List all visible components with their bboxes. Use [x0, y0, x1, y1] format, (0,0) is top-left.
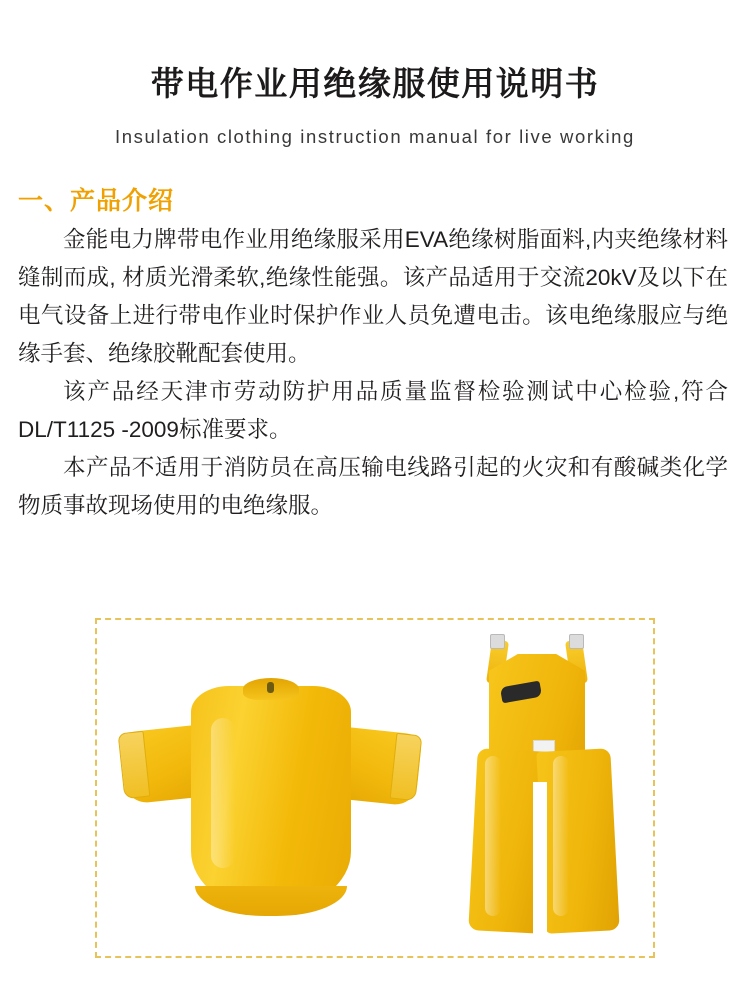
paragraph: 本产品不适用于消防员在高压输电线路引起的火灾和有酸碱类化学物质事故现场使用的电绝缘服。	[18, 455, 728, 518]
jacket-hem	[195, 886, 347, 916]
product-figure	[97, 620, 653, 956]
page-subtitle: Insulation clothing instruction manual for live working	[115, 125, 635, 147]
insulating-trousers-illustration	[437, 632, 637, 932]
section-body-product-intro	[18, 221, 728, 525]
jacket-highlight	[211, 718, 235, 868]
trousers-right-clip	[569, 634, 584, 649]
paragraph: 该产品经天津市劳动防护用品质量监督检验测试中心检验,符合DL/T1125 -2009标准要求。	[18, 379, 728, 442]
paragraph: 金能电力牌带电作业用绝缘服采用EVA绝缘树脂面料,内夹绝缘材料缝制而成, 材质光滑柔软,绝缘性能强。该产品适用于交流20kV及以下在电气设备上进行带电作业时保护作业人员免遭电击。该电绝缘服应与绝缘手套、绝缘胶靴配套使用。	[18, 227, 728, 366]
trousers-left-clip	[490, 634, 505, 649]
page-title: 带电作业用绝缘服使用说明书	[150, 65, 600, 103]
document-header	[0, 0, 750, 148]
jacket-right-cuff	[390, 733, 423, 801]
product-figure-frame	[95, 618, 655, 958]
insulating-jacket-illustration	[115, 658, 425, 913]
trousers-right-leg	[536, 748, 619, 934]
trousers-right-highlight	[553, 756, 569, 916]
jacket-collar-button	[267, 682, 274, 693]
trousers-left-highlight	[485, 756, 501, 916]
trousers-leg-gap	[533, 782, 547, 934]
section-heading-product-intro: 一、产品介绍	[18, 187, 175, 215]
